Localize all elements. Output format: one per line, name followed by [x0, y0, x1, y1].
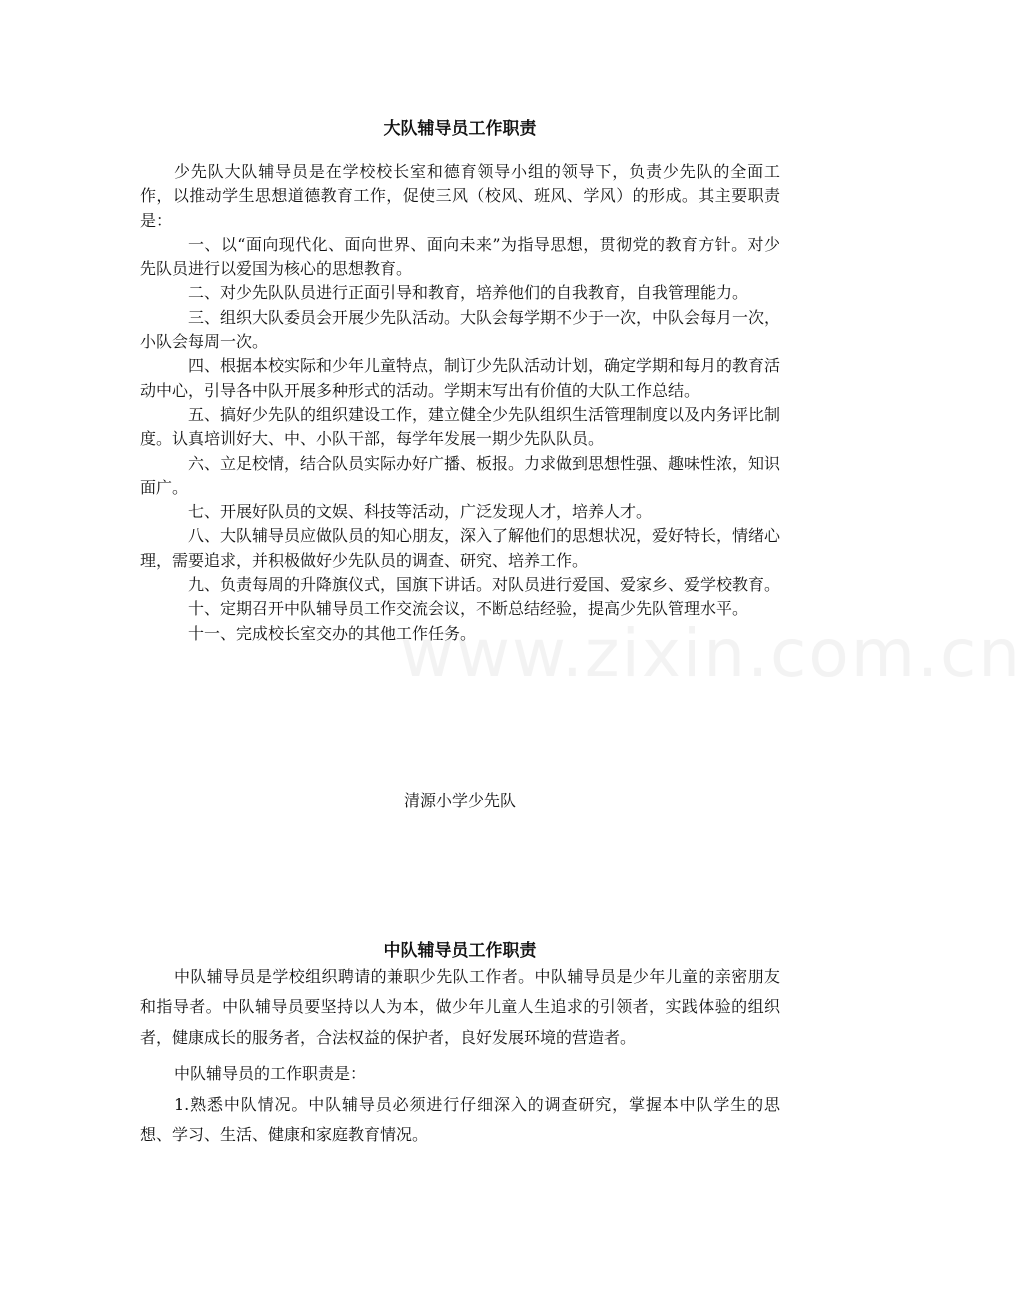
doc2-body — [140, 962, 780, 1150]
doc2-item-1: 1.熟悉中队情况。中队辅导员必须进行仔细深入的调查研究，掌握本中队学生的思想、学习、生活、健康和家庭教育情况。 — [140, 1094, 780, 1145]
doc1-signature: 清源小学少先队 — [403, 791, 516, 810]
doc1-item-6: 六、立足校情，结合队员实际办好广播、板报。力求做到思想性强、趣味性浓，知识面广。 — [140, 453, 781, 497]
doc1-title: 大队辅导员工作职责 — [383, 119, 537, 139]
watermark: www.zixin.com.cn — [400, 615, 1022, 692]
doc1-item-4: 四、根据本校实际和少年儿童特点，制订少先队活动计划，确定学期和每月的教育活动中心，引导各中队开展多种形式的活动。学期末写出有价值的大队工作总结。 — [140, 356, 781, 400]
doc2-duties-heading: 中队辅导员的工作职责是： — [174, 1064, 367, 1084]
doc1-item-7: 七、开展好队员的文娱、科技等活动，广泛发现人才，培养人才。 — [188, 502, 653, 522]
doc1-item-11: 十一、完成校长室交办的其他工作任务。 — [188, 623, 477, 643]
doc2-title: 中队辅导员工作职责 — [383, 941, 537, 961]
doc1-item-3: 三、组织大队委员会开展少先队活动。大队会每学期不少于一次，中队会每月一次，小队会每周一次。 — [140, 307, 781, 352]
doc1-item-1: 一、以“面向现代化、面向世界、面向未来”为指导思想，贯彻党的教育方针。对少先队员进行以爱国为核心的思想教育。 — [140, 234, 780, 279]
doc1-intro: 少先队大队辅导员是在学校校长室和德育领导小组的领导下，负责少先队的全面工作，以推动学生思想道德教育工作，促使三风（校风、班风、学风）的形成。其主要职责是： — [140, 162, 780, 230]
doc2-intro: 中队辅导员是学校组织聘请的兼职少先队工作者。中队辅导员是少年儿童的亲密朋友和指导者。中队辅导员要坚持以人为本，做少年儿童人生追求的引领者，实践体验的组织者，健康成长的服务者，合法权益的保护者，良好发展环境的营造者。 — [140, 967, 780, 1047]
doc1-item-8: 八、大队辅导员应做队员的知心朋友，深入了解他们的思想状况，爱好特长，情绪心理，需要追求，并积极做好少先队员的调查、研究、培养工作。 — [140, 526, 781, 570]
doc1-item-9: 九、负责每周的升降旗仪式，国旗下讲话。对队员进行爱国、爱家乡、爱学校教育。 — [188, 575, 781, 595]
doc1-body — [140, 160, 780, 646]
doc1-item-5: 五、搞好少先队的组织建设工作，建立健全少先队组织生活管理制度以及内务评比制度。认真培训好大、中、小队干部，每学年发展一期少先队队员。 — [140, 404, 781, 449]
doc1-item-10: 十、定期召开中队辅导员工作交流会议，不断总结经验，提高少先队管理水平。 — [188, 599, 749, 619]
doc1-item-2: 二、对少先队队员进行正面引导和教育，培养他们的自我教育，自我管理能力。 — [188, 283, 749, 303]
